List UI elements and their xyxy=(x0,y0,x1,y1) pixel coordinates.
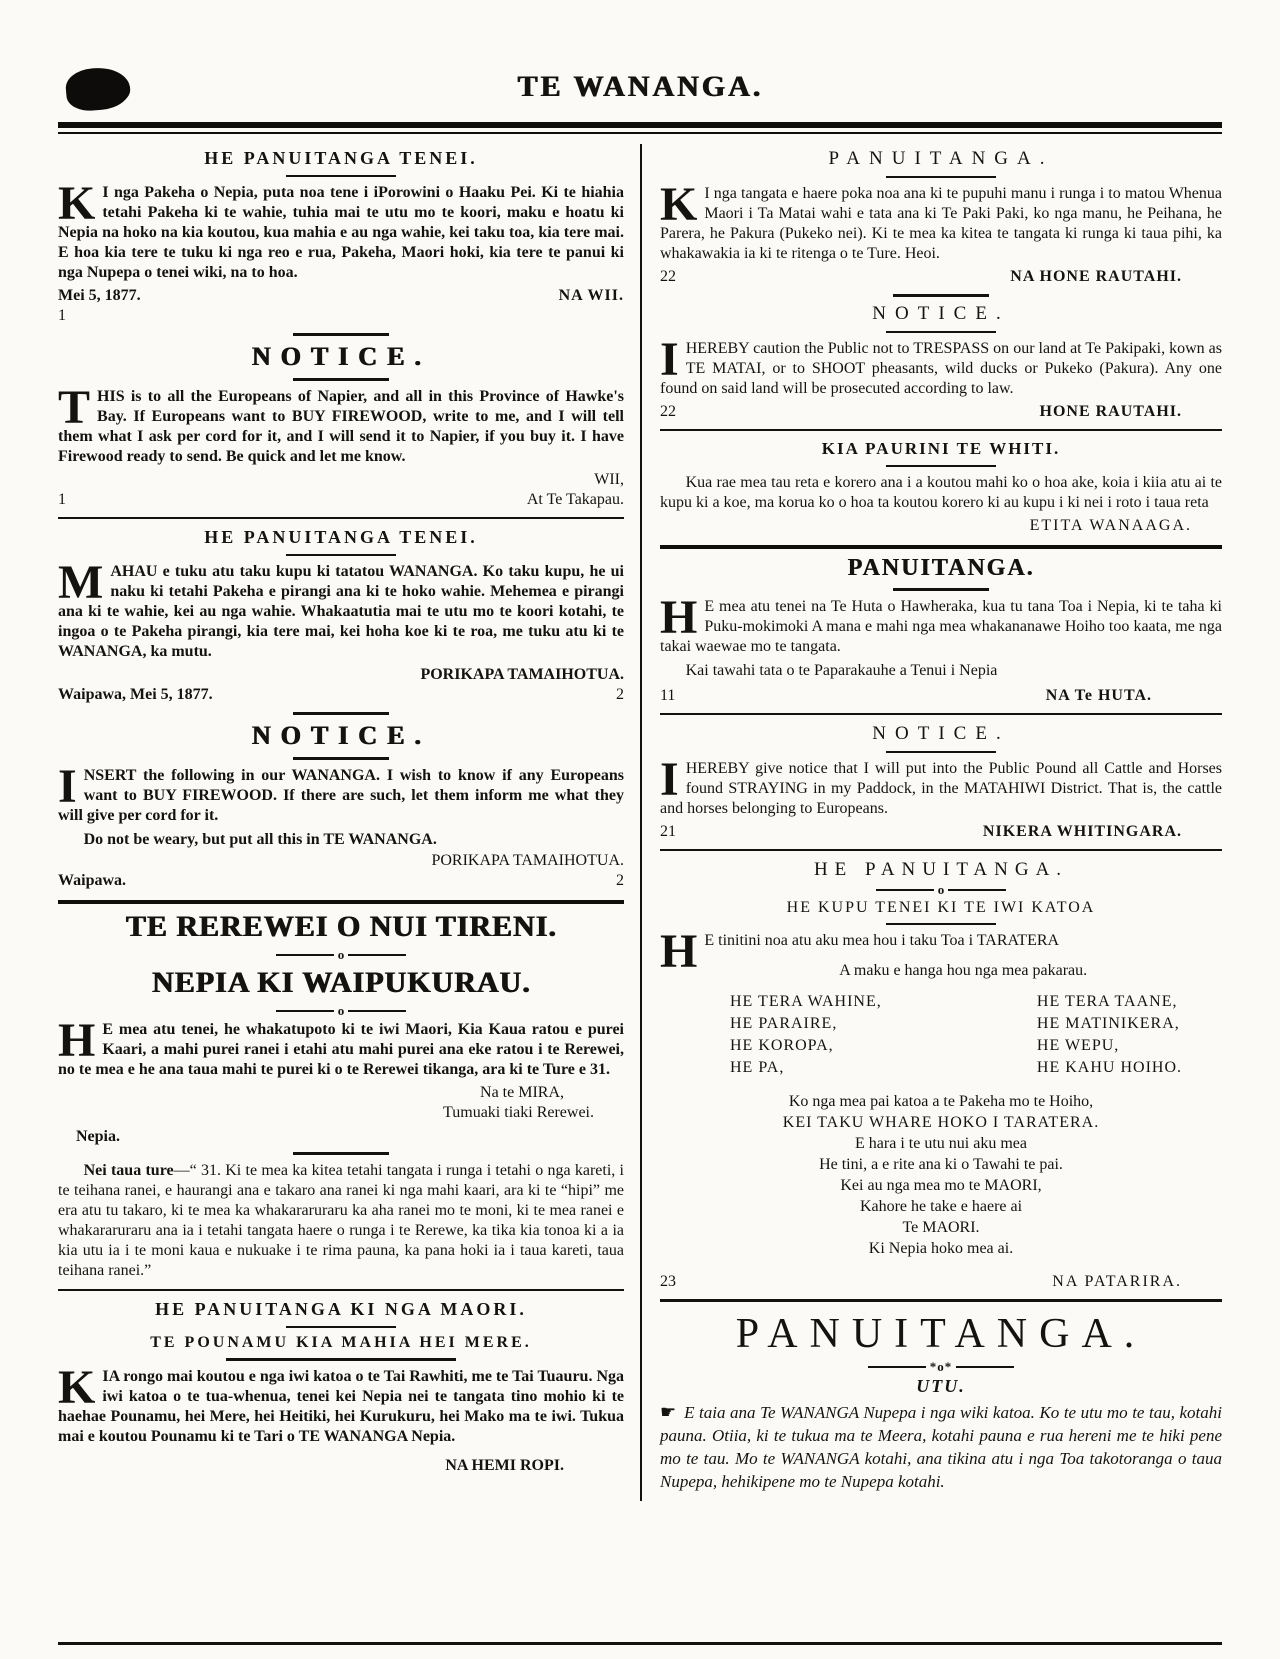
law-paragraph xyxy=(58,1161,624,1281)
store-tagline-block xyxy=(660,1091,1222,1259)
ornament: o xyxy=(58,1006,624,1016)
section-heading: KIA PAURINI TE WHITI. xyxy=(821,439,1061,458)
signature: NA HEMI ROPI. xyxy=(445,1457,564,1474)
drop-cap: M xyxy=(58,556,104,609)
railway-heading: TE REREWEI O NUI TIRENI. xyxy=(125,910,557,943)
ornament: *o* xyxy=(660,1362,1222,1372)
drop-cap: K xyxy=(58,1361,96,1414)
divider xyxy=(58,517,624,519)
notice-number: 21 xyxy=(660,823,676,840)
divider xyxy=(293,378,389,381)
goods-list xyxy=(660,985,1222,1081)
notice-body xyxy=(660,591,1222,657)
ornament: o xyxy=(660,885,1222,895)
section-notice-trespass xyxy=(660,294,1222,421)
store-tagline: Te MAORI. xyxy=(902,1219,980,1236)
drop-cap: I xyxy=(58,760,77,813)
section-heading: NOTICE. xyxy=(872,723,1010,744)
newspaper-title: TE WANANGA. xyxy=(517,70,763,103)
signature: NA Te HUTA. xyxy=(1045,687,1152,704)
drop-cap: K xyxy=(58,177,96,230)
notice-body xyxy=(58,1014,624,1080)
signature: Na te MIRA, xyxy=(480,1084,564,1101)
pointing-hand-icon: ☛ xyxy=(660,1402,677,1423)
body-text: HIS is to all the Europeans of Napier, and all in this Province of Hawke's Bay. If Europeans want to BUY FIREWOOD, write to me, and I will tell them what I ask per cord for it, and I will send it to Napier, if you buy it. I have Firewood ready to send. Be quick and let me know. xyxy=(58,388,624,465)
signature: PORIKAPA TAMAIHOTUA. xyxy=(420,666,624,683)
divider xyxy=(286,175,396,177)
list-item: HE TERA WAHINE, xyxy=(730,993,882,1010)
section-heading: PANUITANGA. xyxy=(828,148,1054,169)
divider xyxy=(886,331,996,333)
body-text: E mea atu tenei na Te Huta o Hawheraka, kua tu tana Toa i Nepia, ki te taha ki Puku-mokimoki A mana e mahi nga mea whakananawe Hoiho too kaata, me nga takai waewae mo te tangata. xyxy=(660,598,1222,655)
body-text: I nga tangata e haere poka noa ana ki te pupuhi manu i runga i to matou Whenua Maori i Ta Matai wahi e tata ana ki Te Paki Paki, ko nga manu, he Peihana, he Parera, he Pakura (Pukeko nei). Ki te mea ka kitea te tangata ki runga ki taua pihi, ka whakawakia ia ki te ritenga o te Ture. Heoi. xyxy=(660,185,1222,262)
signature-row xyxy=(58,686,624,704)
place: Nepia. xyxy=(76,1128,120,1145)
railway-subheading: NEPIA KI WAIPUKURAU. xyxy=(151,966,531,999)
notice-body xyxy=(58,556,624,662)
store-tagline: Ki Nepia hoko mea ai. xyxy=(868,1240,1014,1257)
drop-cap: I xyxy=(660,753,679,806)
list-item: HE MATINIKERA, xyxy=(1036,1015,1180,1032)
goods-list-right xyxy=(1037,991,1182,1079)
subscription-terms xyxy=(660,1401,1222,1493)
notice-line: Do not be weary, but put all this in TE WANANGA. xyxy=(83,831,437,848)
section-heading: NOTICE. xyxy=(872,303,1010,324)
notice-number: 11 xyxy=(660,687,676,704)
notice-number: 23 xyxy=(660,1273,676,1290)
section-heading: HE PANUITANGA. xyxy=(813,859,1069,880)
section-he-panuitanga-2 xyxy=(58,517,624,704)
place-date: Waipawa, Mei 5, 1877. xyxy=(58,686,213,703)
notice-body xyxy=(58,760,624,826)
divider xyxy=(660,429,1222,431)
columns xyxy=(58,144,1222,1501)
store-tagline: He tini, a e rite ana ki o Tawahi te pai. xyxy=(819,1156,1063,1173)
notice-line: Kai tawahi tata o te Paparakauhe a Tenui i Nepia xyxy=(685,662,998,679)
law-text: —“ 31. Ki te mea ka kitea tetahi tangata i runga i tetahi o nga kareti, i te teihana ranei, e haurangi ana e takaro ana ranei ki nga mahi kaari, ara ki te “hipi” me era atu tu takaro, ki te mea ka whakararuraru ka aha ranei mo te moni, ki te mea ranei e whakararuraru ana ia i tetahi tangata haere o runga i te Rerewe, ka tika kia tonoa ki a ia kia utu ia i te moni kaua e nukuake i te rima pauna, ka pana hoki ia i taua kareti, taua teihana ranei.” xyxy=(58,1162,624,1279)
right-column xyxy=(640,144,1222,1501)
body-text: E mea atu tenei, he whakatupoto ki te iwi Maori, Kia Kaua ratou e purei Kaari, a mahi purei ranei i etahi atu mahi purei ana eke ratou i te Rerewei, no te mea e he ana taua mahi te purei ki o te Rerewei tikanga, ara ki te Ture e 31. xyxy=(58,1021,624,1078)
divider xyxy=(886,923,996,925)
signature-place: At Te Takapau. xyxy=(526,491,624,508)
body-text: E tinitini noa atu aku mea hou i taku Toa i TARATERA xyxy=(704,932,1060,949)
divider xyxy=(660,545,1222,549)
list-item: HE KOROPA, xyxy=(730,1037,834,1054)
signature: NA PATARIRA. xyxy=(1052,1273,1182,1290)
section-heading: HE PANUITANGA TENEI. xyxy=(204,148,478,168)
section-railway xyxy=(58,900,624,1281)
list-item: HE KAHU HOIHO. xyxy=(1036,1059,1182,1076)
signature: HONE RAUTAHI. xyxy=(1039,403,1182,420)
body-text: I nga Pakeha o Nepia, puta noa tene i iPorowini o Haaku Pei. Ki te hiahia tetahi Pakeha ki te wahie, tuhia mai te utu mo te koori, maku e hoatu ki Nepia na hoko na kia koutou, kua mahia e au nga wahie, kei taku toa, kia tere mai. E hoa kia tere te tuku ki nga reo e rua, Pakeha, Maori hoki, kia tere te panui ki nga Nupepa o tenei wiki, na to hoa. xyxy=(58,184,624,281)
section-notice-2 xyxy=(58,712,624,890)
section-kia-paurini xyxy=(660,429,1222,535)
divider xyxy=(293,1152,389,1155)
notice-body xyxy=(58,1361,624,1447)
section-heading: HE PANUITANGA KI NGA MAORI. xyxy=(155,1299,527,1319)
signature-row xyxy=(58,872,624,890)
notice-number: 1 xyxy=(58,491,66,508)
store-tagline: Kei au nga mea mo te MAORI, xyxy=(840,1177,1042,1194)
body-text: HEREBY give notice that I will put into the Public Pound all Cattle and Horses found STRAYING in my Paddock, in the MATAHIWI District. That is, the cattle and horses belonging to Europeans. xyxy=(660,760,1222,817)
section-subheading: TE POUNAMU KIA MAHIA HEI MERE. xyxy=(150,1334,532,1351)
divider xyxy=(286,1326,396,1328)
list-item: HE PARAIRE, xyxy=(730,1015,838,1032)
drop-cap: I xyxy=(660,333,679,386)
signature-row xyxy=(660,1273,1222,1291)
notice-body xyxy=(660,753,1222,819)
notice-number: 2 xyxy=(616,872,624,889)
notice-body xyxy=(660,178,1222,264)
masthead-rule-thick xyxy=(58,122,1222,128)
notice-body xyxy=(660,333,1222,399)
divider xyxy=(893,294,989,297)
body-text: IA rongo mai koutou e nga iwi katoa o te Tai Rawhiti, me te Tai Tuauru. Nga iwi katoa o te tua-whenua, tenei kei Nepia nei te tangata tino mohio ki te haehae Pounamu, hei Mere, hei Heitiki, hei Kurukuru, hei Mako ma te iwi. Tukua mai e koutou Pounamu ki te Tari o TE WANANGA Nepia. xyxy=(58,1368,624,1445)
notice-body xyxy=(58,177,624,283)
drop-cap: K xyxy=(660,178,698,231)
section-store xyxy=(660,849,1222,1291)
notice-number: 22 xyxy=(660,403,676,420)
signature-title: Tumuaki tiaki Rerewei. xyxy=(443,1104,594,1121)
section-heading: NOTICE. xyxy=(251,342,431,371)
divider xyxy=(286,554,396,556)
notice-body: Kua rae mea tau reta e korero ana i a koutou mahi ko o hoa ake, koia i kiia atu ai te kupu ki a koe, ma korua ko o hoa ta koutou korero ki au kupu i ki nei i roto i taua reta xyxy=(660,474,1222,511)
divider xyxy=(886,751,996,753)
signature: NA WII. xyxy=(558,287,624,304)
store-tagline: E hara i te utu nui aku mea xyxy=(855,1135,1027,1152)
notice-number: 2 xyxy=(616,686,624,703)
section-panuitanga-1 xyxy=(660,148,1222,286)
masthead-rule-thin xyxy=(58,132,1222,134)
divider xyxy=(660,849,1222,851)
notice-number: 1 xyxy=(58,307,66,324)
signature: NIKERA WHITINGARA. xyxy=(982,823,1182,840)
place: Waipawa. xyxy=(58,872,127,889)
divider xyxy=(226,1358,456,1361)
drop-cap: T xyxy=(58,381,91,434)
section-heading: NOTICE. xyxy=(251,721,431,750)
signature: PORIKAPA TAMAIHOTUA. xyxy=(431,852,624,869)
body-text: E taia ana Te WANANGA Nupepa i nga wiki katoa. Ko te utu mo te tau, kotahi pauna. Otiia, ki te tukua ma te Meera, kotahi pauna e rua hereni me te hiki pene mo te tau. Mo te WANANGA kotahi, ana tikina atu i nga Toa takotoranga o taua Nupepa, hehikipene mo te Nupepa kotahi. xyxy=(660,1403,1222,1491)
store-tagline: Kahore he take e haere ai xyxy=(859,1198,1023,1215)
divider xyxy=(58,900,624,904)
law-lead: Nei taua ture xyxy=(83,1162,174,1179)
drop-cap: H xyxy=(660,925,698,978)
ornament: o xyxy=(58,950,624,960)
signature: NA HONE RAUTAHI. xyxy=(1010,268,1182,285)
date: Mei 5, 1877. xyxy=(58,287,141,304)
signature: WII, xyxy=(594,471,624,488)
signature-row xyxy=(660,823,1222,841)
section-subheading: HE KUPU TENEI KI TE IWI KATOA xyxy=(786,899,1096,916)
list-item: HE PA, xyxy=(730,1059,785,1076)
divider xyxy=(660,713,1222,715)
list-item: HE WEPU, xyxy=(1036,1037,1120,1054)
divider xyxy=(293,333,389,336)
section-heading: PANUITANGA. xyxy=(735,1311,1147,1357)
section-subheading: UTU. xyxy=(916,1376,966,1396)
section-heading: PANUITANGA. xyxy=(847,555,1035,581)
signature: ETITA WANAAGA. xyxy=(1029,517,1192,534)
section-utu xyxy=(660,1299,1222,1493)
notice-number: 22 xyxy=(660,268,676,285)
page-bottom-rule xyxy=(58,1642,1222,1645)
drop-cap: H xyxy=(660,591,698,644)
divider xyxy=(660,1299,1222,1302)
divider xyxy=(886,465,996,467)
section-pounamu xyxy=(58,1289,624,1475)
section-notice-pound xyxy=(660,713,1222,841)
goods-list-left xyxy=(730,991,882,1079)
section-heading: HE PANUITANGA TENEI. xyxy=(204,527,478,547)
left-column xyxy=(58,144,640,1501)
signature-row xyxy=(660,268,1222,286)
divider xyxy=(293,757,389,760)
divider xyxy=(893,588,989,591)
masthead xyxy=(58,64,1222,120)
section-notice-1 xyxy=(58,333,624,509)
divider xyxy=(886,176,996,178)
signature-row xyxy=(660,687,1222,705)
list-item: HE TERA TAANE, xyxy=(1036,993,1178,1010)
body-text: HEREBY caution the Public not to TRESPASS on our land at Te Pakipaki, kown as TE MATAI, or to SHOOT pheasants, wild ducks or Pukeko (Pakura). Any one found on said land will be prosecuted according to law. xyxy=(660,340,1222,397)
signature-row xyxy=(660,403,1222,421)
signature-row xyxy=(58,491,624,509)
section-panuitanga-huta xyxy=(660,545,1222,705)
body-text: AHAU e tuku atu taku kupu ki tatatou WANANGA. Ko taku kupu, he ui naku ki tetahi Pakeha e pirangi ana ki te hoko wahie. Mehemea e pirangi ana ki te wahie, kei au nga wahie. Whakaatutia mai te utu mo te koori kotahi, te ingoa o te Pakeha pirangi, kia tere mai, kei hoha koe ki te roa, me tuku atu ki te WANANGA, ka mutu. xyxy=(58,563,624,660)
notice-body xyxy=(58,381,624,467)
divider xyxy=(58,1289,624,1291)
section-he-panuitanga-1 xyxy=(58,148,624,325)
store-tagline: KEI TAKU WHARE HOKO I TARATERA. xyxy=(782,1114,1100,1131)
store-line: A maku e hanga hou nga mea pakarau. xyxy=(839,962,1088,979)
body-text: NSERT the following in our WANANGA. I wish to know if any Europeans want to BUY FIREWOOD. If there are such, let them inform me what they will give per cord for it. xyxy=(58,767,624,824)
store-tagline: Ko nga mea pai katoa a te Pakeha mo te Hoiho, xyxy=(788,1093,1094,1110)
divider xyxy=(293,712,389,715)
signature-row xyxy=(58,287,624,305)
drop-cap: H xyxy=(58,1014,96,1067)
